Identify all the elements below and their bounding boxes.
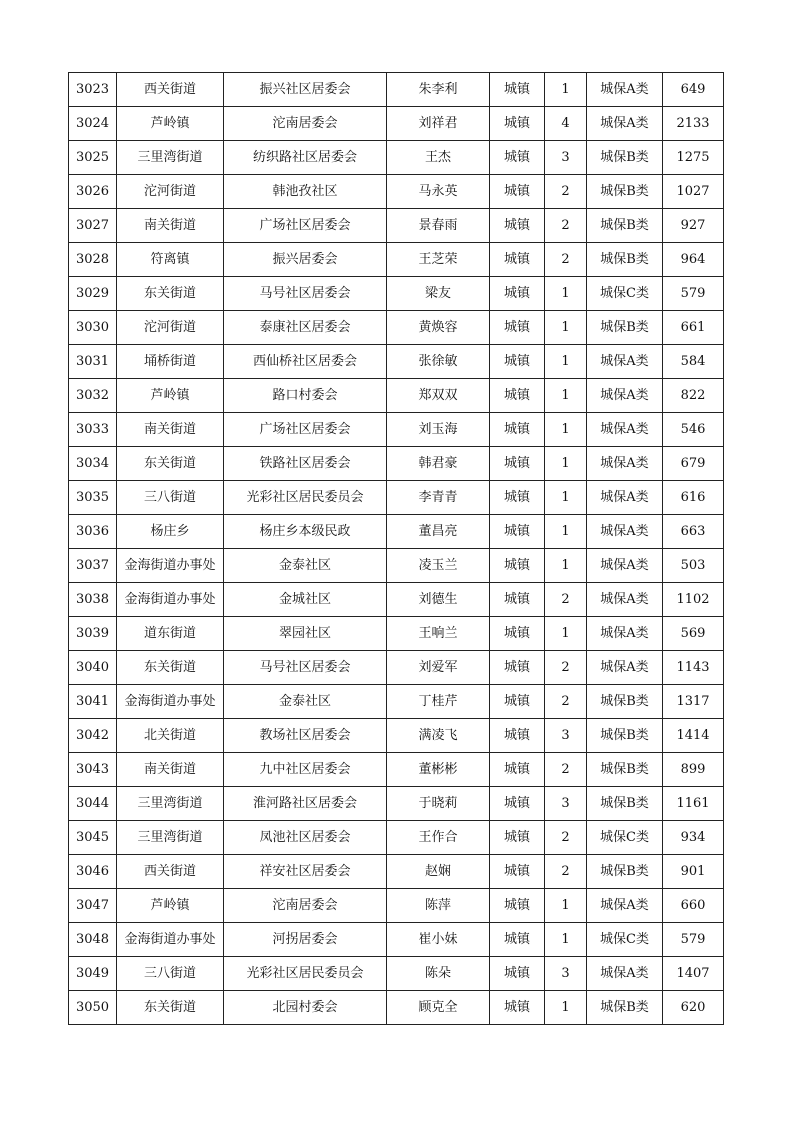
cell-id: 3042 bbox=[69, 719, 117, 753]
cell-community: 翠园社区 bbox=[224, 617, 387, 651]
cell-community: 广场社区居委会 bbox=[224, 209, 387, 243]
cell-id: 3039 bbox=[69, 617, 117, 651]
cell-community: 祥安社区居委会 bbox=[224, 855, 387, 889]
cell-person-name: 陈萍 bbox=[387, 889, 490, 923]
cell-person-name: 崔小妹 bbox=[387, 923, 490, 957]
cell-community: 光彩社区居民委员会 bbox=[224, 481, 387, 515]
cell-street: 芦岭镇 bbox=[117, 107, 224, 141]
table-row bbox=[69, 957, 724, 991]
cell-street: 东关街道 bbox=[117, 277, 224, 311]
cell-household-count: 1 bbox=[545, 311, 587, 345]
cell-area-type: 城镇 bbox=[490, 175, 545, 209]
cell-person-name: 于晓莉 bbox=[387, 787, 490, 821]
table-row bbox=[69, 73, 724, 107]
cell-area-type: 城镇 bbox=[490, 719, 545, 753]
cell-area-type: 城镇 bbox=[490, 345, 545, 379]
cell-insurance-category: 城保B类 bbox=[587, 311, 663, 345]
cell-amount: 579 bbox=[663, 277, 724, 311]
cell-area-type: 城镇 bbox=[490, 889, 545, 923]
cell-id: 3046 bbox=[69, 855, 117, 889]
cell-insurance-category: 城保B类 bbox=[587, 787, 663, 821]
cell-amount: 1102 bbox=[663, 583, 724, 617]
cell-amount: 546 bbox=[663, 413, 724, 447]
cell-area-type: 城镇 bbox=[490, 685, 545, 719]
cell-area-type: 城镇 bbox=[490, 991, 545, 1025]
cell-id: 3028 bbox=[69, 243, 117, 277]
cell-household-count: 3 bbox=[545, 957, 587, 991]
cell-community: 沱南居委会 bbox=[224, 107, 387, 141]
cell-amount: 579 bbox=[663, 923, 724, 957]
cell-area-type: 城镇 bbox=[490, 311, 545, 345]
cell-person-name: 刘玉海 bbox=[387, 413, 490, 447]
cell-person-name: 董昌亮 bbox=[387, 515, 490, 549]
cell-area-type: 城镇 bbox=[490, 379, 545, 413]
cell-area-type: 城镇 bbox=[490, 821, 545, 855]
cell-area-type: 城镇 bbox=[490, 209, 545, 243]
cell-id: 3025 bbox=[69, 141, 117, 175]
cell-person-name: 李青青 bbox=[387, 481, 490, 515]
cell-id: 3037 bbox=[69, 549, 117, 583]
cell-amount: 569 bbox=[663, 617, 724, 651]
cell-street: 金海街道办事处 bbox=[117, 583, 224, 617]
cell-household-count: 1 bbox=[545, 379, 587, 413]
cell-area-type: 城镇 bbox=[490, 787, 545, 821]
table-row bbox=[69, 175, 724, 209]
cell-amount: 503 bbox=[663, 549, 724, 583]
cell-insurance-category: 城保A类 bbox=[587, 515, 663, 549]
cell-person-name: 赵娴 bbox=[387, 855, 490, 889]
cell-insurance-category: 城保A类 bbox=[587, 583, 663, 617]
cell-insurance-category: 城保A类 bbox=[587, 107, 663, 141]
cell-insurance-category: 城保C类 bbox=[587, 277, 663, 311]
cell-household-count: 2 bbox=[545, 583, 587, 617]
cell-id: 3030 bbox=[69, 311, 117, 345]
cell-household-count: 1 bbox=[545, 923, 587, 957]
cell-insurance-category: 城保A类 bbox=[587, 413, 663, 447]
cell-id: 3031 bbox=[69, 345, 117, 379]
cell-area-type: 城镇 bbox=[490, 447, 545, 481]
table-row bbox=[69, 821, 724, 855]
cell-street: 南关街道 bbox=[117, 209, 224, 243]
cell-community: 泰康社区居委会 bbox=[224, 311, 387, 345]
cell-community: 广场社区居委会 bbox=[224, 413, 387, 447]
cell-person-name: 马永英 bbox=[387, 175, 490, 209]
cell-community: 纺织路社区居委会 bbox=[224, 141, 387, 175]
cell-household-count: 2 bbox=[545, 175, 587, 209]
cell-household-count: 1 bbox=[545, 345, 587, 379]
cell-household-count: 3 bbox=[545, 787, 587, 821]
cell-id: 3043 bbox=[69, 753, 117, 787]
cell-amount: 1027 bbox=[663, 175, 724, 209]
cell-id: 3035 bbox=[69, 481, 117, 515]
cell-household-count: 1 bbox=[545, 447, 587, 481]
cell-household-count: 1 bbox=[545, 73, 587, 107]
cell-area-type: 城镇 bbox=[490, 243, 545, 277]
cell-person-name: 黄焕容 bbox=[387, 311, 490, 345]
cell-amount: 1161 bbox=[663, 787, 724, 821]
cell-insurance-category: 城保A类 bbox=[587, 481, 663, 515]
cell-community: 西仙桥社区居委会 bbox=[224, 345, 387, 379]
cell-person-name: 凌玉兰 bbox=[387, 549, 490, 583]
cell-community: 金泰社区 bbox=[224, 549, 387, 583]
cell-amount: 660 bbox=[663, 889, 724, 923]
cell-insurance-category: 城保B类 bbox=[587, 175, 663, 209]
cell-street: 南关街道 bbox=[117, 753, 224, 787]
cell-street: 芦岭镇 bbox=[117, 379, 224, 413]
table-row bbox=[69, 617, 724, 651]
table-row bbox=[69, 991, 724, 1025]
cell-amount: 899 bbox=[663, 753, 724, 787]
cell-insurance-category: 城保B类 bbox=[587, 753, 663, 787]
cell-household-count: 1 bbox=[545, 481, 587, 515]
cell-community: 凤池社区居委会 bbox=[224, 821, 387, 855]
table-row bbox=[69, 583, 724, 617]
cell-community: 铁路社区居委会 bbox=[224, 447, 387, 481]
cell-person-name: 张徐敏 bbox=[387, 345, 490, 379]
cell-id: 3026 bbox=[69, 175, 117, 209]
cell-community: 振兴居委会 bbox=[224, 243, 387, 277]
cell-street: 杨庄乡 bbox=[117, 515, 224, 549]
cell-street: 三里湾街道 bbox=[117, 821, 224, 855]
cell-household-count: 1 bbox=[545, 889, 587, 923]
cell-amount: 620 bbox=[663, 991, 724, 1025]
cell-person-name: 刘德生 bbox=[387, 583, 490, 617]
cell-id: 3036 bbox=[69, 515, 117, 549]
cell-community: 沱南居委会 bbox=[224, 889, 387, 923]
cell-id: 3048 bbox=[69, 923, 117, 957]
cell-person-name: 满凌飞 bbox=[387, 719, 490, 753]
cell-amount: 663 bbox=[663, 515, 724, 549]
cell-area-type: 城镇 bbox=[490, 141, 545, 175]
cell-insurance-category: 城保B类 bbox=[587, 685, 663, 719]
table-row bbox=[69, 889, 724, 923]
cell-id: 3032 bbox=[69, 379, 117, 413]
cell-community: 振兴社区居委会 bbox=[224, 73, 387, 107]
cell-community: 金城社区 bbox=[224, 583, 387, 617]
cell-household-count: 2 bbox=[545, 651, 587, 685]
table-row bbox=[69, 515, 724, 549]
cell-person-name: 刘祥君 bbox=[387, 107, 490, 141]
table-row bbox=[69, 719, 724, 753]
cell-community: 北园村委会 bbox=[224, 991, 387, 1025]
cell-amount: 927 bbox=[663, 209, 724, 243]
cell-street: 金海街道办事处 bbox=[117, 685, 224, 719]
cell-insurance-category: 城保A类 bbox=[587, 345, 663, 379]
table-row bbox=[69, 311, 724, 345]
cell-amount: 2133 bbox=[663, 107, 724, 141]
cell-community: 河拐居委会 bbox=[224, 923, 387, 957]
cell-insurance-category: 城保A类 bbox=[587, 549, 663, 583]
cell-insurance-category: 城保A类 bbox=[587, 379, 663, 413]
cell-person-name: 韩君豪 bbox=[387, 447, 490, 481]
cell-id: 3044 bbox=[69, 787, 117, 821]
cell-household-count: 2 bbox=[545, 685, 587, 719]
cell-street: 沱河街道 bbox=[117, 311, 224, 345]
cell-household-count: 2 bbox=[545, 855, 587, 889]
cell-household-count: 1 bbox=[545, 277, 587, 311]
cell-community: 路口村委会 bbox=[224, 379, 387, 413]
cell-insurance-category: 城保B类 bbox=[587, 243, 663, 277]
table-row bbox=[69, 923, 724, 957]
cell-household-count: 2 bbox=[545, 243, 587, 277]
table-row bbox=[69, 277, 724, 311]
cell-insurance-category: 城保B类 bbox=[587, 991, 663, 1025]
cell-community: 马号社区居委会 bbox=[224, 651, 387, 685]
cell-street: 三里湾街道 bbox=[117, 787, 224, 821]
cell-area-type: 城镇 bbox=[490, 515, 545, 549]
table-row bbox=[69, 379, 724, 413]
cell-street: 金海街道办事处 bbox=[117, 549, 224, 583]
cell-insurance-category: 城保B类 bbox=[587, 209, 663, 243]
cell-community: 教场社区居委会 bbox=[224, 719, 387, 753]
table-row bbox=[69, 209, 724, 243]
cell-amount: 616 bbox=[663, 481, 724, 515]
cell-street: 芦岭镇 bbox=[117, 889, 224, 923]
table-row bbox=[69, 107, 724, 141]
cell-household-count: 1 bbox=[545, 413, 587, 447]
cell-area-type: 城镇 bbox=[490, 651, 545, 685]
cell-household-count: 1 bbox=[545, 515, 587, 549]
cell-street: 三八街道 bbox=[117, 957, 224, 991]
cell-street: 东关街道 bbox=[117, 991, 224, 1025]
cell-id: 3029 bbox=[69, 277, 117, 311]
table-row bbox=[69, 787, 724, 821]
table-row bbox=[69, 141, 724, 175]
cell-person-name: 董彬彬 bbox=[387, 753, 490, 787]
cell-amount: 901 bbox=[663, 855, 724, 889]
cell-person-name: 丁桂芹 bbox=[387, 685, 490, 719]
cell-id: 3023 bbox=[69, 73, 117, 107]
cell-amount: 964 bbox=[663, 243, 724, 277]
roster-body bbox=[69, 73, 724, 1025]
cell-household-count: 1 bbox=[545, 549, 587, 583]
cell-area-type: 城镇 bbox=[490, 617, 545, 651]
cell-area-type: 城镇 bbox=[490, 923, 545, 957]
cell-id: 3049 bbox=[69, 957, 117, 991]
cell-street: 东关街道 bbox=[117, 447, 224, 481]
roster-table bbox=[68, 72, 724, 1025]
cell-insurance-category: 城保B类 bbox=[587, 141, 663, 175]
cell-household-count: 1 bbox=[545, 991, 587, 1025]
cell-area-type: 城镇 bbox=[490, 583, 545, 617]
cell-person-name: 王作合 bbox=[387, 821, 490, 855]
cell-area-type: 城镇 bbox=[490, 855, 545, 889]
cell-insurance-category: 城保A类 bbox=[587, 651, 663, 685]
cell-id: 3034 bbox=[69, 447, 117, 481]
cell-household-count: 2 bbox=[545, 753, 587, 787]
cell-street: 符离镇 bbox=[117, 243, 224, 277]
cell-street: 三里湾街道 bbox=[117, 141, 224, 175]
cell-id: 3041 bbox=[69, 685, 117, 719]
cell-community: 韩池孜社区 bbox=[224, 175, 387, 209]
cell-street: 沱河街道 bbox=[117, 175, 224, 209]
cell-community: 淮河路社区居委会 bbox=[224, 787, 387, 821]
cell-person-name: 王响兰 bbox=[387, 617, 490, 651]
table-row bbox=[69, 685, 724, 719]
cell-street: 北关街道 bbox=[117, 719, 224, 753]
cell-street: 道东街道 bbox=[117, 617, 224, 651]
cell-id: 3045 bbox=[69, 821, 117, 855]
cell-amount: 1275 bbox=[663, 141, 724, 175]
cell-amount: 661 bbox=[663, 311, 724, 345]
cell-insurance-category: 城保C类 bbox=[587, 821, 663, 855]
cell-area-type: 城镇 bbox=[490, 73, 545, 107]
cell-area-type: 城镇 bbox=[490, 957, 545, 991]
cell-person-name: 王芝荣 bbox=[387, 243, 490, 277]
cell-household-count: 3 bbox=[545, 141, 587, 175]
cell-household-count: 3 bbox=[545, 719, 587, 753]
table-row bbox=[69, 345, 724, 379]
cell-street: 东关街道 bbox=[117, 651, 224, 685]
cell-street: 埇桥街道 bbox=[117, 345, 224, 379]
cell-amount: 584 bbox=[663, 345, 724, 379]
cell-street: 南关街道 bbox=[117, 413, 224, 447]
cell-street: 三八街道 bbox=[117, 481, 224, 515]
cell-person-name: 梁友 bbox=[387, 277, 490, 311]
cell-insurance-category: 城保B类 bbox=[587, 719, 663, 753]
cell-household-count: 1 bbox=[545, 617, 587, 651]
cell-id: 3024 bbox=[69, 107, 117, 141]
cell-area-type: 城镇 bbox=[490, 549, 545, 583]
cell-amount: 649 bbox=[663, 73, 724, 107]
cell-insurance-category: 城保A类 bbox=[587, 957, 663, 991]
cell-person-name: 景春雨 bbox=[387, 209, 490, 243]
cell-area-type: 城镇 bbox=[490, 277, 545, 311]
cell-area-type: 城镇 bbox=[490, 481, 545, 515]
cell-person-name: 郑双双 bbox=[387, 379, 490, 413]
cell-amount: 679 bbox=[663, 447, 724, 481]
cell-community: 马号社区居委会 bbox=[224, 277, 387, 311]
cell-amount: 1143 bbox=[663, 651, 724, 685]
cell-insurance-category: 城保C类 bbox=[587, 923, 663, 957]
cell-id: 3050 bbox=[69, 991, 117, 1025]
cell-community: 九中社区居委会 bbox=[224, 753, 387, 787]
cell-amount: 1414 bbox=[663, 719, 724, 753]
cell-area-type: 城镇 bbox=[490, 753, 545, 787]
table-row bbox=[69, 651, 724, 685]
cell-id: 3038 bbox=[69, 583, 117, 617]
cell-household-count: 2 bbox=[545, 821, 587, 855]
cell-street: 金海街道办事处 bbox=[117, 923, 224, 957]
cell-person-name: 朱李利 bbox=[387, 73, 490, 107]
table-row bbox=[69, 243, 724, 277]
cell-insurance-category: 城保A类 bbox=[587, 617, 663, 651]
table-row bbox=[69, 481, 724, 515]
cell-amount: 1317 bbox=[663, 685, 724, 719]
cell-insurance-category: 城保A类 bbox=[587, 73, 663, 107]
cell-insurance-category: 城保A类 bbox=[587, 889, 663, 923]
cell-street: 西关街道 bbox=[117, 855, 224, 889]
cell-insurance-category: 城保B类 bbox=[587, 855, 663, 889]
cell-person-name: 王杰 bbox=[387, 141, 490, 175]
cell-amount: 1407 bbox=[663, 957, 724, 991]
cell-community: 光彩社区居民委员会 bbox=[224, 957, 387, 991]
cell-id: 3047 bbox=[69, 889, 117, 923]
cell-id: 3033 bbox=[69, 413, 117, 447]
cell-id: 3040 bbox=[69, 651, 117, 685]
cell-area-type: 城镇 bbox=[490, 413, 545, 447]
cell-amount: 822 bbox=[663, 379, 724, 413]
table-row bbox=[69, 413, 724, 447]
cell-community: 杨庄乡本级民政 bbox=[224, 515, 387, 549]
table-row bbox=[69, 549, 724, 583]
cell-person-name: 刘爱军 bbox=[387, 651, 490, 685]
cell-id: 3027 bbox=[69, 209, 117, 243]
table-row bbox=[69, 447, 724, 481]
cell-community: 金泰社区 bbox=[224, 685, 387, 719]
cell-area-type: 城镇 bbox=[490, 107, 545, 141]
cell-person-name: 顾克全 bbox=[387, 991, 490, 1025]
cell-household-count: 2 bbox=[545, 209, 587, 243]
cell-insurance-category: 城保A类 bbox=[587, 447, 663, 481]
cell-street: 西关街道 bbox=[117, 73, 224, 107]
table-row bbox=[69, 855, 724, 889]
table-row bbox=[69, 753, 724, 787]
cell-amount: 934 bbox=[663, 821, 724, 855]
cell-household-count: 4 bbox=[545, 107, 587, 141]
cell-person-name: 陈朵 bbox=[387, 957, 490, 991]
